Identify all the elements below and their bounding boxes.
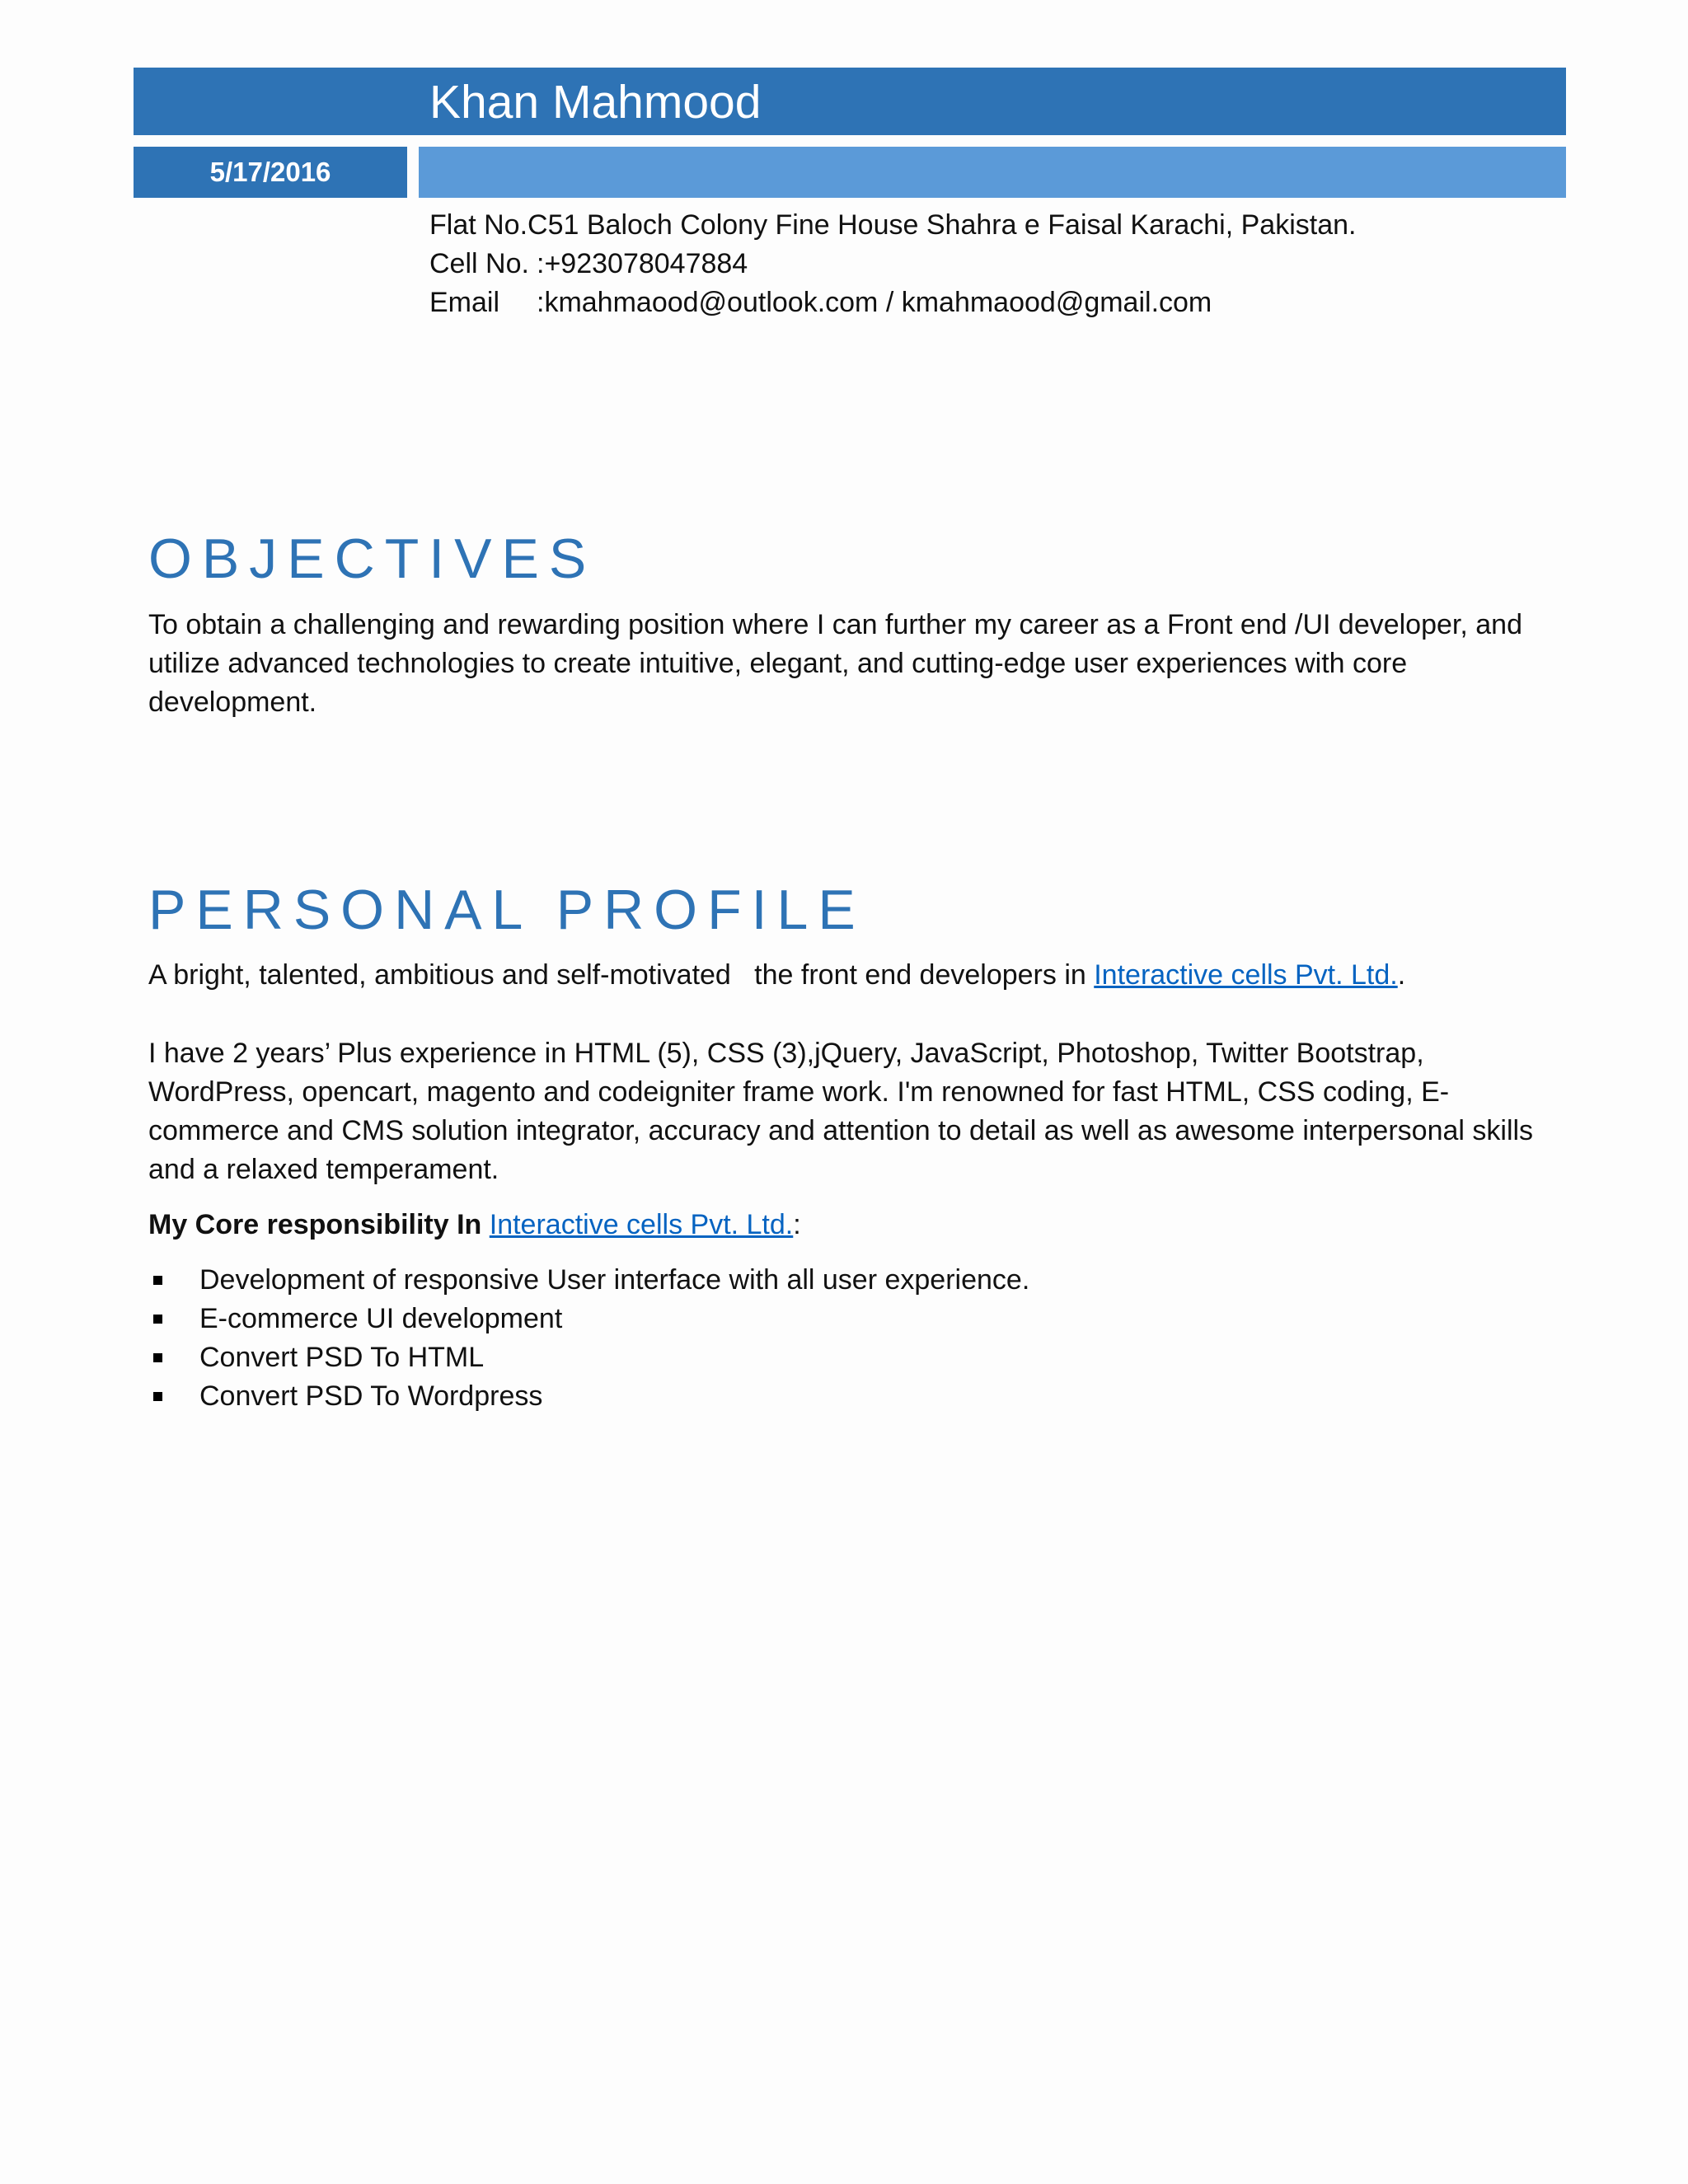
cell-label: Cell No. bbox=[429, 248, 529, 279]
core-responsibility-suffix: : bbox=[793, 1209, 801, 1240]
core-company-link[interactable]: Interactive cells Pvt. Ltd. bbox=[489, 1209, 794, 1240]
address-line: Flat No.C51 Baloch Colony Fine House Shahra e Faisal Karachi, Pakistan. bbox=[429, 209, 1357, 241]
profile-intro-text: A bright, talented, ambitious and self-motivated the front end developers in bbox=[148, 959, 1095, 991]
list-item: Convert PSD To HTML bbox=[148, 1338, 1550, 1377]
profile-intro bbox=[148, 956, 1558, 995]
list-item: E-commerce UI development bbox=[148, 1300, 1550, 1338]
accent-bar bbox=[419, 147, 1566, 198]
cell-line bbox=[429, 245, 1559, 284]
name-banner bbox=[134, 68, 1566, 135]
profile-intro-suffix: . bbox=[1397, 959, 1406, 991]
responsibility-list bbox=[148, 1261, 1550, 1416]
experience-text: I have 2 years’ Plus experience in HTML (5), CSS (3),jQuery, JavaScript, Photoshop, Twitter Bootstrap, WordPress, opencart, magento and codeigniter frame work. I'm renowned for fast HTML, CSS coding, E-commerce and CMS solution integrator, accuracy and attention to detail as well as awesome interpersonal skills and a relaxed temperament. bbox=[148, 1038, 1534, 1185]
core-responsibility-label: My Core responsibility In bbox=[148, 1209, 490, 1240]
list-item: Convert PSD To Wordpress bbox=[148, 1377, 1550, 1416]
list-item: Development of responsive User interface with all user experience. bbox=[148, 1261, 1550, 1300]
cell-value: :+923078047884 bbox=[537, 248, 748, 279]
resume-name: Khan Mahmood bbox=[429, 76, 762, 129]
email-label: Email bbox=[429, 287, 500, 318]
email-line bbox=[429, 284, 1559, 322]
core-responsibility-line bbox=[148, 1206, 1558, 1244]
profile-heading: PERSONAL PROFILE bbox=[148, 879, 865, 941]
company-link[interactable]: Interactive cells Pvt. Ltd. bbox=[1094, 959, 1398, 991]
email-value: :kmahmaood@outlook.com / kmahmaood@gmail.com bbox=[537, 287, 1212, 318]
objectives-text: To obtain a challenging and rewarding position where I can further my career as a Front end /UI developer, and utilize advanced technologies to create intuitive, elegant, and cutting-edge user experiences with core development. bbox=[148, 609, 1522, 718]
objectives-heading: OBJECTIVES bbox=[148, 527, 597, 590]
date-text: 5/17/2016 bbox=[209, 157, 331, 187]
date-badge bbox=[134, 147, 407, 198]
